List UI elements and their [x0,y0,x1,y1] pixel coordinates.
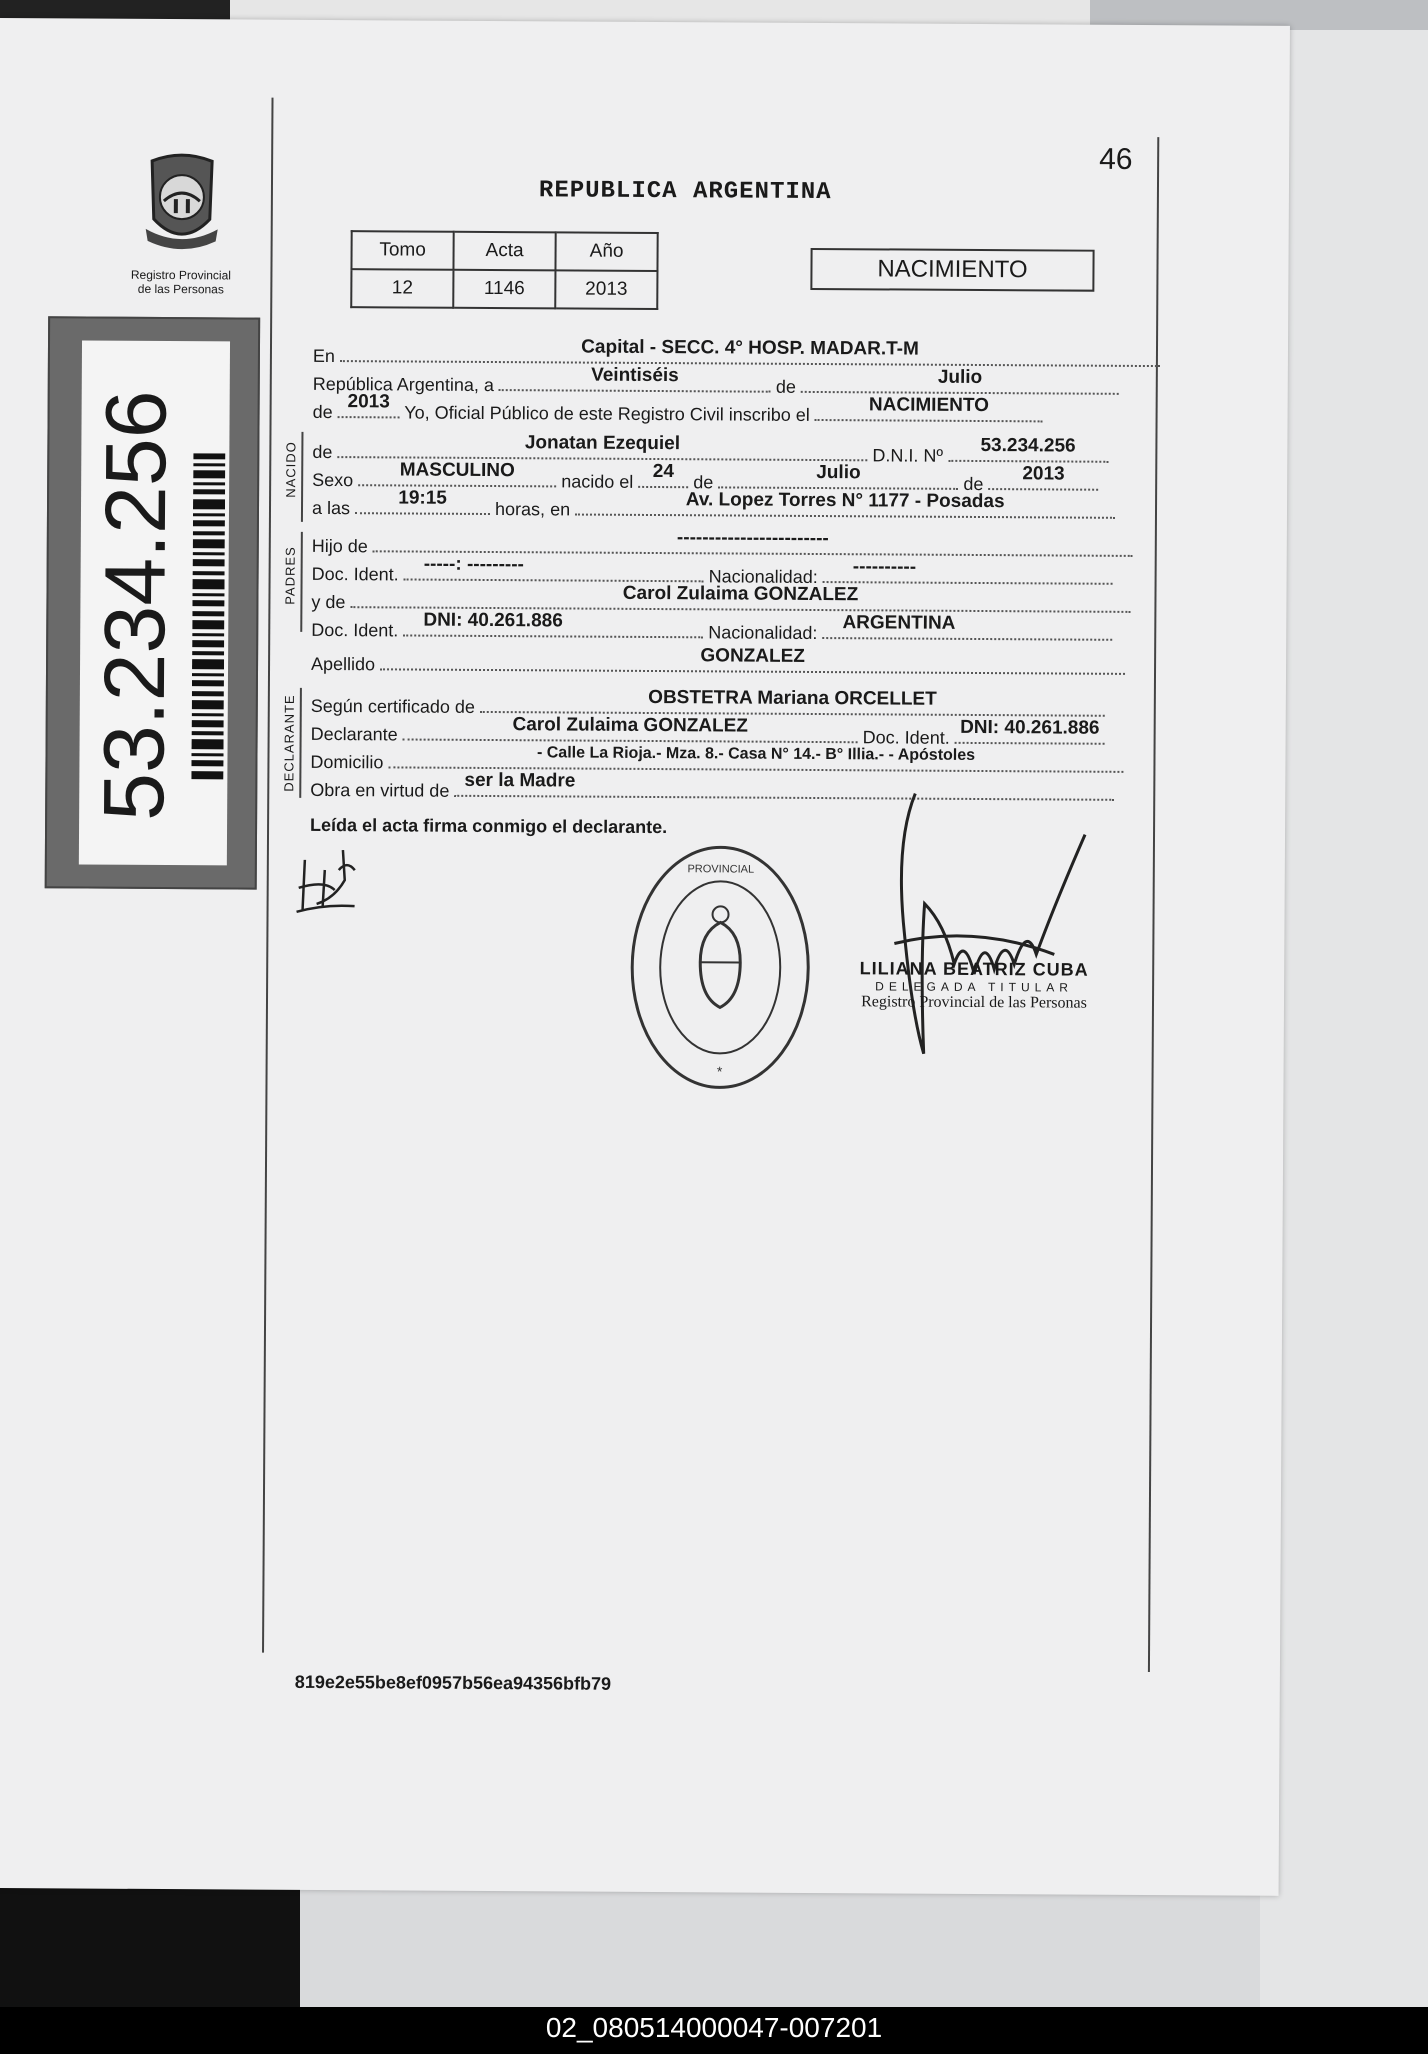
page-title: REPUBLICA ARGENTINA [538,177,832,207]
background-bottom [0,1880,300,2010]
father-name: ------------------------ [676,527,829,550]
line-mother-doc: Doc. Ident. DNI: 40.261.886 Nacionalidad: ARGENTINA [311,616,1112,645]
line-apellido: Apellido GONZALEZ [311,650,1125,679]
ref-header-tomo: Tomo [351,231,453,270]
barcode-label [45,316,260,889]
section-label-padres: PADRES [282,546,298,605]
relationship-value: ser la Madre [464,769,576,792]
line-obra: Obra en virtud de ser la Madre [310,776,1114,805]
birth-place: Av. Lopez Torres N° 1177 - Posadas [685,489,1005,513]
declarant-initials-signature-icon [294,840,364,920]
line-hijo: Hijo de ------------------------ [312,532,1133,561]
section-bar-nacido [301,432,304,522]
act-type-box: NACIMIENTO [810,248,1094,292]
provincial-seal-icon [131,149,232,260]
birth-certificate-page [0,18,1290,1896]
left-margin-line [262,98,273,1653]
footer-code: 02_080514000047-007201 [545,2012,883,2043]
reference-table [350,230,658,310]
ref-value-acta: 1146 [453,270,555,309]
line-time-place: a las 19:15 horas, en Av. Lopez Torres N° 1177 - Posadas [312,494,1115,523]
place-of-registry: Capital - SECC. 4° HOSP. MADAR.T-M [581,336,919,360]
section-bar-declarante [299,688,302,798]
birth-month: Julio [816,461,861,484]
official-signature-icon [854,783,1116,1065]
line-date: República Argentina, a Veintiséis de Julio [313,370,1119,399]
line-en: En Capital - SECC. 4° HOSP. MADAR.T-M [313,342,1160,371]
line-declarante: Declarante Carol Zulaima GONZALEZ Doc. Ident. DNI: 40.261.886 [311,720,1105,749]
line-name: de Jonatan Ezequiel D.N.I. Nº 53.234.256 [312,438,1108,467]
child-dni: 53.234.256 [980,434,1076,457]
mother-nationality: ARGENTINA [842,612,956,634]
closing-statement: Leída el acta firma conmigo el declarante. [310,814,668,838]
barcode-icon [191,453,225,783]
line-certificado: Según certificado de OBSTETRA Mariana ORCELLET [311,692,1105,721]
barcode-number: 53.234.256 [86,390,185,822]
section-bar-padres [300,532,303,632]
ref-header-acta: Acta [453,232,555,271]
birth-day: 24 [652,460,675,483]
inscribe-value: NACIMIENTO [868,394,989,417]
ref-value-tomo: 12 [351,269,453,308]
year-value: 2013 [347,391,390,413]
line-father-doc: Doc. Ident. -----: --------- Nacionalidad: ---------- [312,560,1113,589]
address-value: - Calle La Rioja.- Mza. 8.- Casa N° 14.- B° Illia.- - Apóstoles [536,744,976,764]
declarant-doc: DNI: 40.261.886 [960,716,1100,739]
registry-line1: Registro Provincial [130,267,231,283]
ref-value-anio: 2013 [555,270,657,309]
registry-header [108,149,254,297]
document-hash: 819e2e55be8ef0957b56ea94356bfb79 [294,1671,612,1694]
official-stamp-icon [627,842,813,1093]
section-label-nacido: NACIDO [283,441,299,498]
child-name: Jonatan Ezequiel [524,432,681,455]
svg-text:*: * [716,1063,723,1080]
father-doc: -----: --------- [423,553,524,576]
official-info [854,958,1094,1012]
line-sex: Sexo MASCULINO nacido el 24 de Julio de 2013 [312,466,1098,495]
line-oficial: de 2013 Yo, Oficial Público de este Registro Civil inscribo el NACIMIENTO [313,398,1043,426]
birth-year: 2013 [1022,463,1065,485]
father-nationality: ---------- [852,556,917,578]
mother-doc: DNI: 40.261.886 [423,609,563,632]
section-label-declarante: DECLARANTE [281,694,297,792]
birth-time: 19:15 [398,487,447,509]
day-value: Veintiséis [591,364,679,387]
sex-value: MASCULINO [399,459,515,482]
line-mother: y de Carol Zulaima GONZALEZ [311,588,1130,617]
svg-text:PROVINCIAL: PROVINCIAL [687,863,755,876]
certificate-value: OBSTETRA Mariana ORCELLET [648,686,937,710]
page-number: 46 [1099,142,1133,176]
official-role: DELEGADA TITULAR [875,979,1074,995]
registry-line2: de las Personas [137,281,224,297]
ref-header-anio: Año [555,232,657,271]
line-domicilio: Domicilio - Calle La Rioja.- Mza. 8.- Casa N° 14.- B° Illia.- - Apóstoles [310,748,1123,777]
month-value: Julio [937,366,983,389]
surname-value: GONZALEZ [700,645,805,667]
mother-name: Carol Zulaima GONZALEZ [622,582,859,606]
declarant-name: Carol Zulaima GONZALEZ [512,714,749,737]
official-org: Registro Provincial de las Personas [861,993,1087,1012]
official-name: LILIANA BEATRIZ CUBA [859,958,1089,980]
